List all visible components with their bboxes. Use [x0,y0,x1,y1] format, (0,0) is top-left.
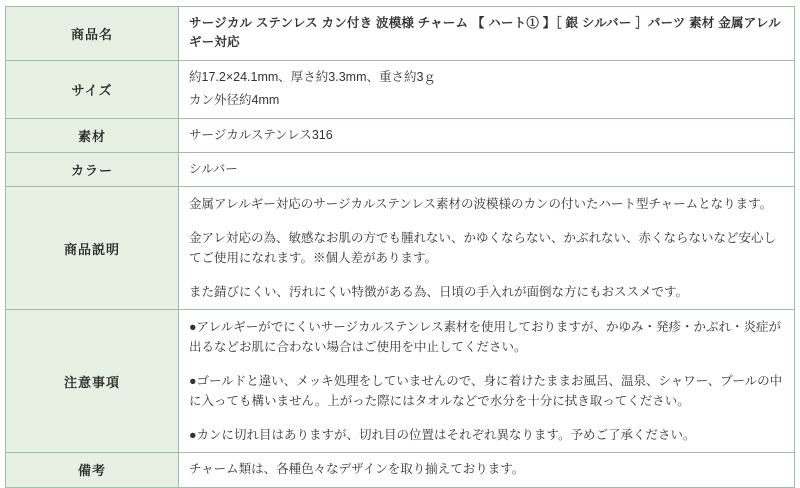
remarks-text: チャーム類は、各種色々なデザインを取り揃えております。 [189,462,525,477]
row-header-material: 素材 [6,118,179,152]
table-row [6,118,795,152]
row-header-color: カラー [6,152,179,186]
description-paragraph-2: 金アレ対応の為、敏感なお肌の方でも腫れない、かゆくならない、かぶれない、赤くならないなど安心してご使用になれます。※個人差があります。 [189,231,777,266]
row-value-color [179,152,795,186]
notes-paragraph-2: ●ゴールドと違い、メッキ処理をしていませんので、身に着けたままお風呂、温泉、シャワー、プールの中に入っても構いません。上がった際にはタオルなどで水分を十分に拭き取ってください。 [189,374,783,409]
size-line-1: 約17.2×24.1mm、厚さ約3.3mm、重さ約3ｇ [189,69,436,84]
row-value-product-name [179,7,795,61]
row-value-size [179,60,795,118]
row-header-notes: 注意事項 [6,310,179,453]
spec-table-body [6,7,795,488]
table-row [6,453,795,487]
table-row [6,7,795,61]
notes-paragraph-3: ●カンに切れ目はありますが、切れ目の位置はそれぞれ異なります。予めご了承ください。 [189,428,696,443]
description-paragraph-1: 金属アレルギー対応のサージカルステンレス素材の波模様のカンの付いたハート型チャームとなります。 [189,197,773,212]
row-header-remarks: 備考 [6,453,179,487]
color-text: シルバー [189,161,238,176]
table-row [6,152,795,186]
material-text: サージカルステンレス316 [189,127,333,142]
product-name-text: サージカル ステンレス カン付き 波模様 チャーム 【 ハート① 】［ 銀 シルバー ］パーツ 素材 金属アレルギー対応 [189,16,781,50]
size-line-2: カン外径約4mm [189,93,280,108]
notes-paragraph-1: ●アレルギーがでにくいサージカルステンレス素材を使用しておりますが、かゆみ・発疹・かぶれ・炎症が出るなどお肌に合わない場合はご使用を中止してください。 [189,320,782,355]
row-value-material [179,118,795,152]
table-row [6,60,795,118]
row-header-description: 商品説明 [6,187,179,310]
table-row [6,310,795,453]
description-paragraph-3: また錆びにくい、汚れにくい特徴がある為、日頃の手入れが面倒な方にもおススメです。 [189,285,689,300]
row-header-size: サイズ [6,60,179,118]
row-value-notes [179,310,795,453]
row-value-description [179,187,795,310]
product-spec-table [5,6,795,488]
row-value-remarks [179,453,795,487]
row-header-product-name: 商品名 [6,7,179,61]
table-row [6,187,795,310]
